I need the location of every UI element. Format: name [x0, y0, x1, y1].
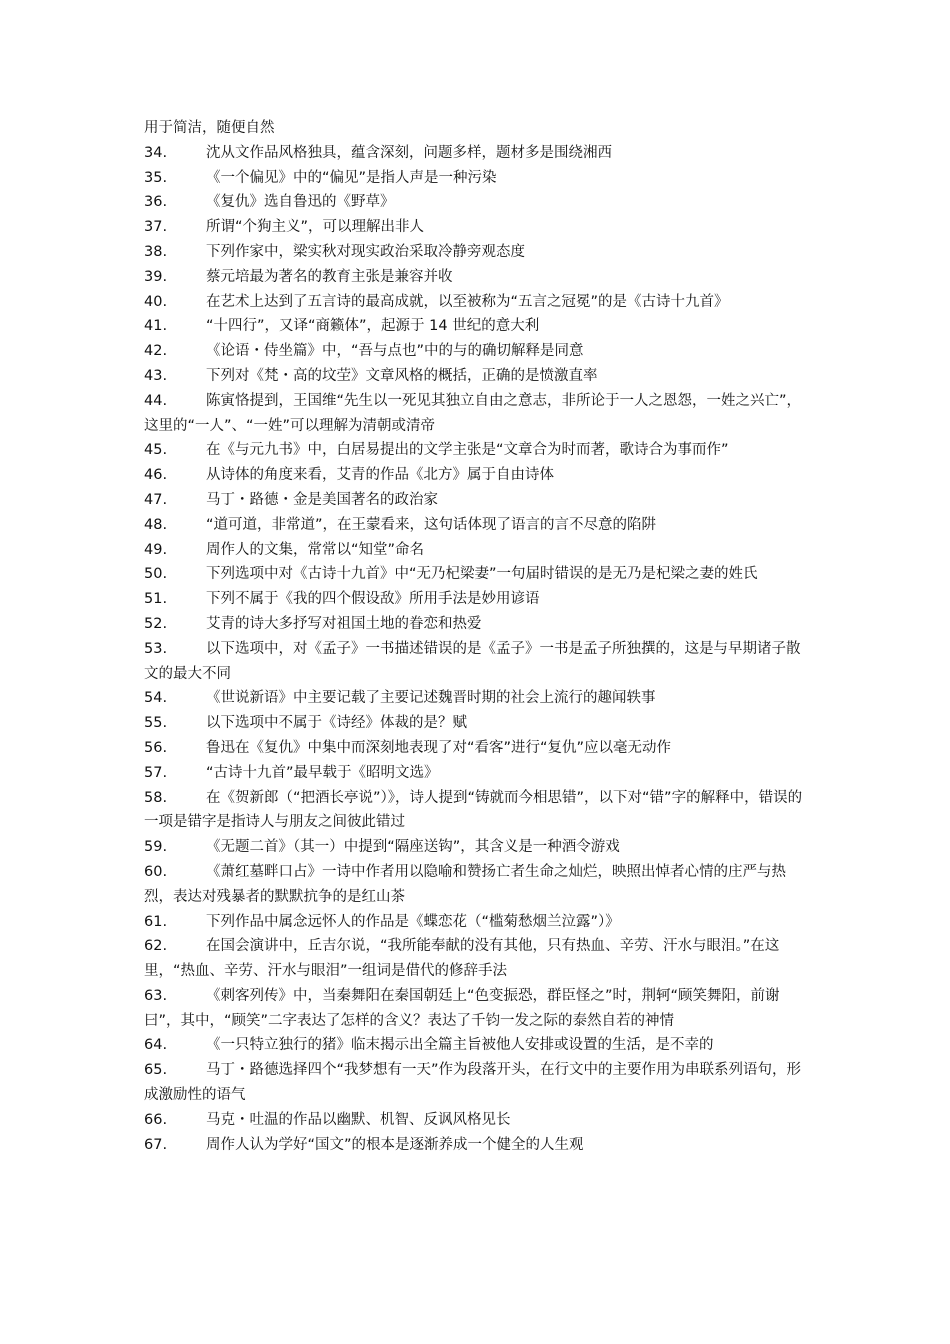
item-number: 52.: [144, 615, 168, 632]
list-item: [144, 637, 808, 687]
list-item: [144, 1133, 808, 1158]
item-number: 40.: [144, 293, 168, 310]
list-item: [144, 364, 808, 389]
list-item: [144, 1058, 808, 1108]
item-number: 64.: [144, 1037, 168, 1054]
item-text: 《论语・侍坐篇》中，“吾与点也”中的与的确切解释是同意: [206, 343, 584, 360]
list-item: [144, 389, 808, 439]
list-item: [144, 860, 808, 910]
item-text: 下列不属于《我的四个假设敌》所用手法是妙用谚语: [206, 591, 540, 608]
item-number: 61.: [144, 913, 168, 930]
item-text: 下列选项中对《古诗十九首》中“无乃杞梁妻”一句届时错误的是无乃是杞梁之妻的姓氏: [206, 566, 758, 583]
item-text: 周作人的文集，常常以“知堂”命名: [206, 541, 425, 558]
item-text: 陈寅恪提到，王国维“先生以一死见其独立自由之意志，非所论于一人之恩怨，一姓之兴亡”，这里的“一人”、“一姓”可以理解为清朝或清帝: [144, 392, 802, 434]
item-text: 鲁迅在《复仇》中集中而深刻地表现了对“看客”进行“复仇”应以毫无动作: [206, 739, 672, 756]
list-item: [144, 910, 808, 935]
item-text: 《一只特立独行的猪》临末揭示出全篇主旨被他人安排或设置的生活，是不幸的: [206, 1037, 714, 1054]
list-item: [144, 166, 808, 191]
item-number: 66.: [144, 1111, 168, 1128]
item-number: 65.: [144, 1062, 168, 1079]
item-number: 43.: [144, 367, 168, 384]
item-number: 67.: [144, 1136, 168, 1153]
item-number: 37.: [144, 219, 168, 236]
item-number: 45.: [144, 442, 168, 459]
item-number: 55.: [144, 715, 168, 732]
list-item: [144, 141, 808, 166]
item-text: 《一个偏见》中的“偏见”是指人声是一种污染: [206, 169, 497, 186]
item-number: 39.: [144, 268, 168, 285]
list-item: [144, 835, 808, 860]
item-number: 36.: [144, 194, 168, 211]
list-item: [144, 562, 808, 587]
list-item: [144, 215, 808, 240]
item-text: 所谓“个狗主义”，可以理解出非人: [206, 219, 425, 236]
item-text: 周作人认为学好“国文”的根本是逐渐养成一个健全的人生观: [206, 1136, 584, 1153]
item-number: 53.: [144, 640, 168, 657]
items-container: [144, 141, 808, 1158]
item-text: “十四行”，又译“商籁体”，起源于 14 世纪的意大利: [206, 318, 540, 335]
list-item: [144, 488, 808, 513]
item-number: 63.: [144, 987, 168, 1004]
item-number: 47.: [144, 491, 168, 508]
item-number: 58.: [144, 789, 168, 806]
item-text: 《萧红墓畔口占》一诗中作者用以隐喻和赞扬亡者生命之灿烂，映照出悼者心情的庄严与热烈，表达对残暴者的默默抗争的是红山茶: [144, 863, 786, 905]
list-item: [144, 1108, 808, 1133]
list-item: [144, 240, 808, 265]
item-text: 以下选项中，对《孟子》一书描述错误的是《孟子》一书是孟子所独撰的，这是与早期诸子散文的最大不同: [144, 640, 801, 682]
item-text: 下列作家中，梁实秋对现实政治采取冷静旁观态度: [206, 243, 525, 260]
list-item: [144, 190, 808, 215]
list-item: [144, 686, 808, 711]
item-text: 下列作品中属念远怀人的作品是《蝶恋花（“槛菊愁烟兰泣露”）》: [206, 913, 620, 930]
item-text: 《无题二首》（其一）中提到“隔座送钩”，其含义是一种酒令游戏: [206, 839, 620, 856]
list-item: [144, 538, 808, 563]
item-text: 艾青的诗大多抒写对祖国土地的眷恋和热爱: [206, 615, 482, 632]
list-item: [144, 438, 808, 463]
item-number: 35.: [144, 169, 168, 186]
list-item: [144, 711, 808, 736]
item-text: 以下选项中不属于《诗经》体裁的是？赋: [206, 715, 467, 732]
item-text: 《世说新语》中主要记载了主要记述魏晋时期的社会上流行的趣闻轶事: [206, 690, 656, 707]
list-item: [144, 463, 808, 488]
item-number: 57.: [144, 764, 168, 781]
item-number: 34.: [144, 144, 168, 161]
item-number: 44.: [144, 392, 168, 409]
item-text: 下列对《梵・高的坟茔》文章风格的概括，正确的是愤激直率: [206, 367, 598, 384]
item-text: 在《与元九书》中，白居易提出的文学主张是“文章合为时而著，歌诗合为事而作”: [206, 442, 729, 459]
list-item: [144, 786, 808, 836]
item-number: 60.: [144, 863, 168, 880]
list-item: [144, 984, 808, 1034]
item-number: 41.: [144, 318, 168, 335]
list-item: [144, 761, 808, 786]
item-text: 沈从文作品风格独具，蕴含深刻，问题多样，题材多是围绕湘西: [206, 144, 612, 161]
item-text: 《刺客列传》中，当秦舞阳在秦国朝廷上“色变振恐，群臣怪之”时，荆轲“顾笑舞阳，前谢曰”，其中，“顾笑”二字表达了怎样的含义？表达了千钧一发之际的泰然自若的神情: [144, 987, 780, 1029]
item-text: 从诗体的角度来看，艾青的作品《北方》属于自由诗体: [206, 467, 554, 484]
item-number: 46.: [144, 467, 168, 484]
item-text: 在国会演讲中，丘吉尔说，“我所能奉献的没有其他，只有热血、辛劳、汗水与眼泪。”在这里，“热血、辛劳、汗水与眼泪”一组词是借代的修辞手法: [144, 938, 780, 980]
item-text: 蔡元培最为著名的教育主张是兼容并收: [206, 268, 453, 285]
list-item: [144, 612, 808, 637]
list-item: [144, 934, 808, 984]
list-item: [144, 290, 808, 315]
item-number: 48.: [144, 516, 168, 533]
item-text: 《复仇》选自鲁迅的《野草》: [206, 194, 395, 211]
item-text: 马丁・路德选择四个“我梦想有一天”作为段落开头，在行文中的主要作用为串联系列语句，形成激励性的语气: [144, 1062, 802, 1104]
list-item: [144, 513, 808, 538]
item-number: 59.: [144, 839, 168, 856]
item-number: 50.: [144, 566, 168, 583]
item-text: “古诗十九首”最早载于《昭明文选》: [206, 764, 439, 781]
item-number: 42.: [144, 343, 168, 360]
item-number: 54.: [144, 690, 168, 707]
item-number: 38.: [144, 243, 168, 260]
item-number: 49.: [144, 541, 168, 558]
continued-answer-text: 用于简洁，随便自然: [144, 120, 275, 136]
item-number: 51.: [144, 591, 168, 608]
list-item: [144, 339, 808, 364]
item-text: “道可道，非常道”，在王蒙看来，这句话体现了语言的言不尽意的陷阱: [206, 516, 657, 533]
list-item: [144, 587, 808, 612]
item-text: 马克・吐温的作品以幽默、机智、反讽风格见长: [206, 1111, 511, 1128]
item-number: 62.: [144, 938, 168, 955]
list-item: [144, 1033, 808, 1058]
item-number: 56.: [144, 739, 168, 756]
item-text: 马丁・路德・金是美国著名的政治家: [206, 491, 438, 508]
list-item: [144, 314, 808, 339]
item-text: 在艺术上达到了五言诗的最高成就，以至被称为“五言之冠冕”的是《古诗十九首》: [206, 293, 729, 310]
item-text: 在《贺新郎（“把酒长亭说”）》，诗人提到“铸就而今相思错”，以下对“错”字的解释中，错误的一项是错字是指诗人与朋友之间彼此错过: [144, 789, 803, 831]
list-item: [144, 736, 808, 761]
question-list: [144, 116, 808, 1157]
list-item: [144, 265, 808, 290]
